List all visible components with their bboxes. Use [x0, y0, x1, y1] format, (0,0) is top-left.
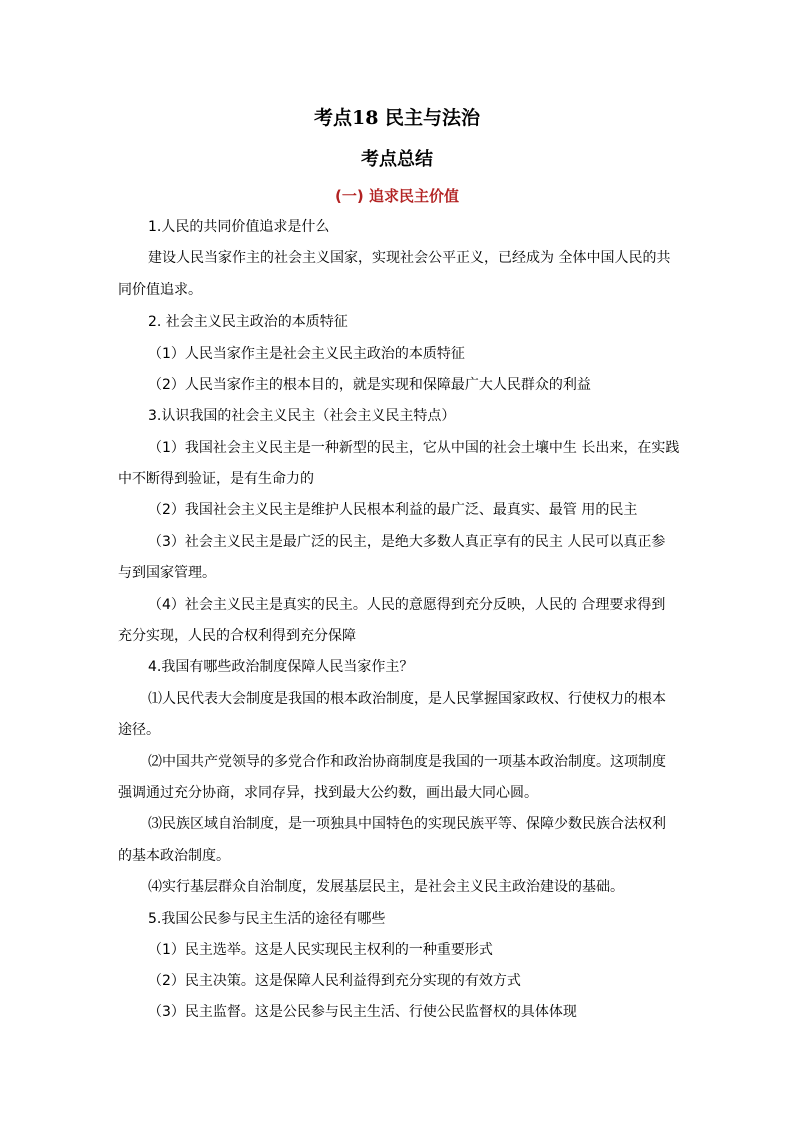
question-5-heading: 5.我国公民参与民主生活的途径有哪些 — [148, 911, 386, 927]
paragraph-line: （3）民主监督。这是公民参与民主生活、行使公民监督权的具体体现 — [148, 1004, 577, 1020]
paragraph-line: （4）社会主义民主是真实的民主。人民的意愿得到充分反映，人民的 合理要求得到 — [148, 597, 666, 613]
paragraph-line: 建设人民当家作主的社会主义国家，实现社会公平正义，已经成为 全体中国人民的共 — [148, 250, 671, 266]
question-2-heading: 2. 社会主义民主政治的本质特征 — [148, 314, 348, 330]
paragraph-line: （1）民主选举。这是人民实现民主权利的一种重要形式 — [148, 942, 493, 958]
paragraph-line: 同价值追求。 — [118, 282, 202, 298]
paragraph-line: 中不断得到验证，是有生命力的 — [118, 471, 314, 487]
paragraph-line: 的基本政治制度。 — [118, 848, 230, 864]
paragraph-line: 途径。 — [118, 722, 160, 738]
paragraph-line: （2）我国社会主义民主是维护人民根本利益的最广泛、最真实、最管 用的民主 — [148, 502, 638, 518]
paragraph-line: 与到国家管理。 — [118, 565, 216, 581]
paragraph-line: （2）民主决策。这是保障人民利益得到充分实现的有效方式 — [148, 973, 521, 989]
paragraph-line: 充分实现，人民的合权利得到充分保障 — [118, 628, 356, 644]
paragraph-line: （2）人民当家作主的根本目的，就是实现和保障最广大人民群众的利益 — [148, 377, 591, 393]
paragraph-line: ⑷实行基层群众自治制度，发展基层民主，是社会主义民主政治建设的基础。 — [148, 879, 624, 895]
paragraph-line: （1）人民当家作主是社会主义民主政治的本质特征 — [148, 346, 465, 362]
paragraph-line: ⑶民族区域自治制度，是一项独具中国特色的实现民族平等、保障少数民族合法权利 — [148, 816, 666, 832]
paragraph-line: ⑵中国共产党领导的多党合作和政治协商制度是我国的一项基本政治制度。这项制度 — [148, 754, 666, 770]
paragraph-line: （1）我国社会主义民主是一种新型的民主，它从中国的社会土壤中生 长出来，在实践 — [148, 440, 680, 456]
page-title: 考点18 民主与法治 — [313, 107, 481, 129]
paragraph-line: 强调通过充分协商，求同存异，找到最大公约数，画出最大同心圆。 — [118, 785, 538, 801]
paragraph-line: ⑴人民代表大会制度是我国的根本政治制度，是人民掌握国家政权、行使权力的根本 — [148, 691, 666, 707]
section-heading: (一) 追求民主价值 — [335, 187, 459, 205]
paragraph-line: （3）社会主义民主是最广泛的民主，是绝大多数人真正享有的民主 人民可以真正参 — [148, 534, 666, 550]
page-subtitle: 考点总结 — [361, 149, 433, 170]
question-3-heading: 3.认识我国的社会主义民主（社会主义民主特点） — [148, 408, 456, 424]
question-4-heading: 4.我国有哪些政治制度保障人民当家作主？ — [148, 659, 414, 675]
question-1-heading: 1.人民的共同价值追求是什么 — [148, 219, 330, 235]
